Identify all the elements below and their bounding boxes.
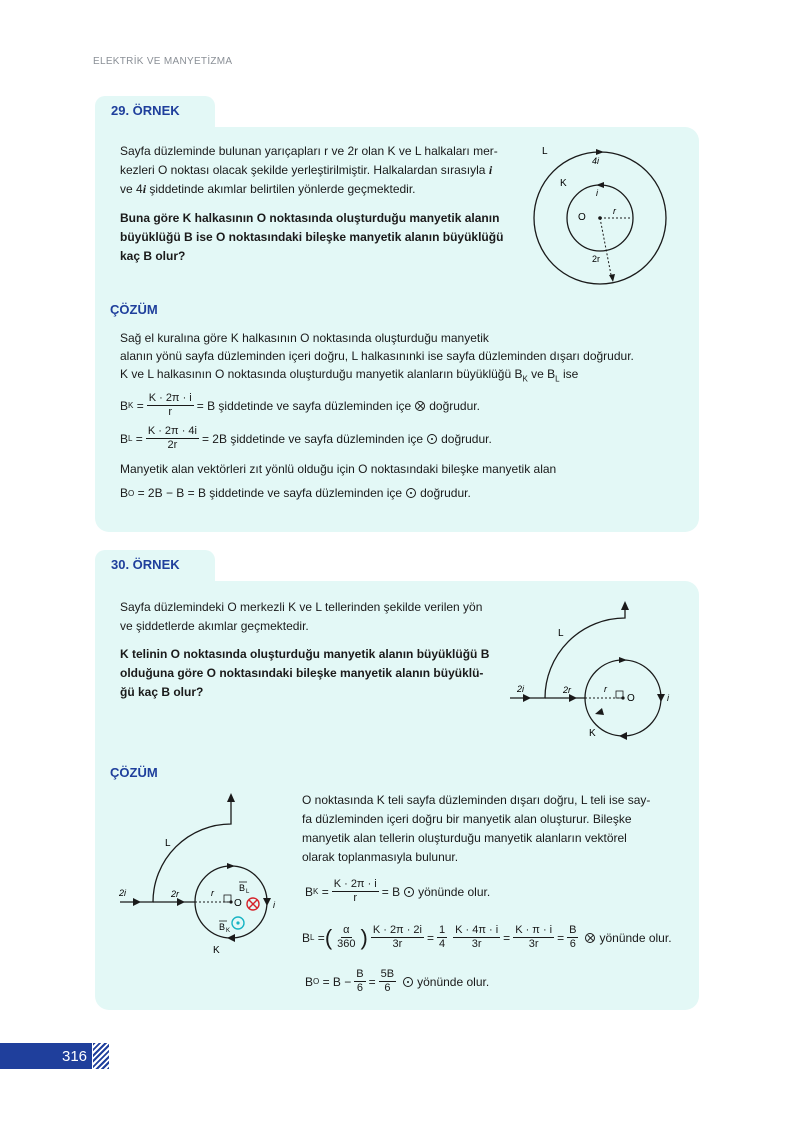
fig29-label-K: K — [560, 178, 567, 189]
eq-end: yönünde olur. — [599, 930, 672, 945]
numerator: K · 2π · i — [148, 392, 192, 404]
ex29-equation-BL: B L = $\frac{K \cdot 2\pi \cdot 4i}{2r}$ = 2B şiddetinde ve sayfa düzleminden içe doğrudur. — [120, 425, 492, 451]
fig30-label-L: L — [558, 628, 564, 639]
fraction-3 — [513, 924, 554, 951]
ex30-text-line-1: Sayfa düzlemindeki O merkezli K ve L tellerinden şekilde verilen yön — [120, 600, 483, 614]
ex29-text-3b: şiddetinde akımlar belirtilen yönlerde geçmektedir. — [146, 182, 416, 196]
wire-L-arrow-up — [621, 601, 629, 610]
eq-end: yönünde olur. — [417, 974, 490, 989]
eq-lhs: B — [305, 974, 314, 989]
numerator: B — [569, 924, 577, 936]
fig29-label-r: r — [613, 206, 616, 216]
eq-mid: = B − — [322, 974, 352, 989]
example-30-tab — [95, 550, 215, 584]
ex30-solution-heading: ÇÖZÜM — [110, 765, 158, 780]
example-30-title: 30. ÖRNEK — [111, 557, 180, 572]
out-of-page-icon — [406, 488, 416, 498]
section-header: ELEKTRİK VE MANYETİZMA — [93, 56, 233, 67]
example-29-tab — [95, 96, 215, 130]
fig30-label-2r: 2r — [563, 685, 572, 695]
eq-lhs: B — [302, 930, 311, 945]
numerator: 5B — [380, 968, 395, 980]
eq-rhs: = 2B − B = B şiddetinde ve sayfa düzleminden içe — [137, 486, 403, 500]
wire-L-arrow-left — [523, 694, 531, 702]
result-fraction — [567, 924, 578, 951]
ex29-solution-heading: ÇÖZÜM — [110, 302, 158, 317]
ex30-question-line-2: olduğuna göre O noktasındaki bileşke manyetik alanın büyüklü- — [120, 666, 484, 680]
ex30-wires-figure — [505, 598, 695, 743]
denominator: 3r — [528, 938, 539, 950]
fraction-1 — [371, 924, 424, 951]
numerator: B — [356, 968, 364, 980]
eq-end: doğrudur. — [429, 398, 480, 413]
ex29-question-line-1: Buna göre K halkasının O noktasında oluşturduğu manyetik alanın — [120, 211, 500, 225]
quarter-fraction — [437, 924, 447, 951]
eq-lhs-sub: K — [313, 887, 319, 896]
wire-K-arrow-5 — [619, 657, 627, 663]
center-point — [621, 696, 624, 699]
into-page-icon — [585, 933, 595, 943]
wire-K-arrow-1 — [569, 694, 577, 702]
denominator: 2r — [167, 439, 178, 451]
wire-K-arrow-1 — [177, 898, 185, 906]
out-of-page-icon — [403, 977, 413, 987]
numerator: K · 4π · i — [455, 924, 499, 936]
fig29-label-2r: 2r — [592, 254, 601, 264]
example-29-title: 29. ÖRNEK — [111, 103, 180, 118]
ex30-solution-figure — [115, 790, 295, 960]
ex29-current-i: i — [488, 163, 493, 177]
ex29-sol-line-3-main: K ve L halkasının O noktasında oluşturduğu manyetik alanların büyüklüğü B — [120, 367, 523, 381]
ex30-equation-BL: B L = ( $\frac{\alpha}{360}$ ) $\frac{K \cdot 2\pi \cdot 2i}{3r}$ = $\frac{1}{4}$ $\frac{K \cdot 4\pi \cdot i}{3r}$ = $\frac{K \cdot \pi \cdot i}{3r}$ = $\frac{B}{6}$ yönünde olur. — [302, 924, 672, 950]
denominator: 6 — [569, 938, 576, 950]
ex29-sub-K: K — [522, 374, 528, 384]
wire-L-arrow-up — [227, 793, 235, 802]
wire-K-arrow-3 — [227, 934, 235, 942]
numerator: K · 2π · i — [333, 878, 377, 890]
ex29-text-3a: ve 4 — [120, 182, 143, 196]
BK-dot — [236, 921, 239, 924]
numerator: K · 2π · 4i — [147, 425, 197, 437]
ex30-sol-line-4: olarak toplanmasıyla bulunur. — [302, 850, 459, 864]
page-number-hatch — [93, 1043, 109, 1069]
ex29-text-line-3 — [120, 180, 416, 199]
eq-lhs-sub: O — [128, 488, 135, 498]
numerator: 1 — [439, 924, 446, 936]
fig30s-label-L: L — [165, 838, 171, 849]
numerator: α — [343, 924, 350, 936]
ex29-rings-figure — [520, 140, 690, 290]
ex29-text-line-2 — [120, 161, 492, 180]
denominator: 6 — [356, 982, 364, 994]
eq-lhs-sub: L — [310, 933, 315, 942]
denominator: 6 — [384, 982, 391, 994]
fraction-1 — [354, 968, 365, 995]
wire-L — [510, 603, 625, 698]
ex30-sol-line-1: O noktasında K teli sayfa düzleminden dışarı doğru, L teli ise say- — [302, 793, 651, 807]
eq-end: yönünde olur. — [418, 884, 491, 899]
ex30-sol-line-3: manyetik alan tellerin oluşturduğu manyetik alanların vektörel — [302, 831, 627, 845]
eq-lhs-sub: O — [313, 977, 320, 986]
ex29-sol-line-3-end: ise — [559, 367, 579, 381]
fig29-label-4i: 4i — [592, 156, 600, 166]
fig30s-label-2i: 2i — [119, 888, 127, 898]
alpha-fraction — [335, 924, 357, 951]
eq-lhs-sub: K — [128, 401, 134, 410]
ex29-equation-BK: B K = $\frac{K \cdot 2\pi \cdot i}{r}$ = B şiddetinde ve sayfa düzleminden içe doğrudur. — [120, 392, 480, 418]
fig30-label-r: r — [604, 684, 607, 694]
ex29-question-line-2: büyüklüğü B ise O noktasındaki bileşke manyetik alanın büyüklüğü — [120, 230, 504, 244]
eq-end: doğrudur. — [420, 486, 471, 500]
eq-rhs: = B — [381, 884, 401, 899]
fig30s-label-O: O — [234, 898, 242, 909]
paren-close: ) — [360, 924, 368, 950]
fig30-label-2i: 2i — [517, 684, 525, 694]
fig30s-label-BL: B — [239, 883, 246, 893]
denominator: 360 — [337, 938, 356, 950]
wire-K-arrow-2 — [657, 694, 665, 702]
fig30s-label-BK: B — [219, 922, 226, 932]
ex29-text-line-2-main: kezleri O noktası olacak şekilde yerleştirilmiştir. Halkalardan sırasıyla — [120, 163, 486, 177]
eq-rhs: = 2B şiddetinde ve sayfa düzleminden içe — [201, 431, 424, 446]
paren-open: ( — [324, 924, 333, 950]
wire-L — [120, 795, 231, 902]
ex29-question-line-3: kaç B olur? — [120, 249, 186, 263]
ex30-equation-BK: B K = $\frac{K \cdot 2\pi \cdot i}{r}$ = B yönünde olur. — [305, 878, 491, 904]
radius-2r-arrow — [609, 274, 615, 282]
ex29-sol-line-3 — [120, 365, 578, 388]
fraction — [332, 878, 379, 905]
fraction — [147, 392, 194, 419]
fig30s-label-2r: 2r — [171, 889, 180, 899]
fig30-label-K: K — [589, 728, 596, 739]
ex30-equation-BO: B O = B − $\frac{B}{6}$ = $\frac{5B}{6}$ yönünde olur. — [305, 968, 490, 994]
fig30s-label-BL-sub: L — [246, 889, 250, 895]
ex29-equation-BO — [120, 486, 471, 500]
denominator: 4 — [439, 938, 446, 950]
fig30s-label-r: r — [211, 888, 214, 898]
fraction — [146, 425, 199, 452]
center-point — [229, 900, 232, 903]
wire-L-arrow-left — [133, 898, 141, 906]
ex29-current-4i: i — [142, 182, 147, 196]
fraction-2 — [453, 924, 500, 951]
ex30-text-line-2: ve şiddetlerde akımlar geçmektedir. — [120, 619, 309, 633]
fig29-label-O: O — [578, 212, 586, 223]
ex30-question-line-1: K telinin O noktasında oluşturduğu manyetik alanın büyüklüğü B — [120, 647, 490, 661]
fig30-label-i: i — [667, 693, 669, 703]
ex29-text-line-1: Sayfa düzleminde bulunan yarıçapları r ve 2r olan K ve L halkaları mer- — [120, 144, 498, 158]
eq-rhs: = B şiddetinde ve sayfa düzleminden içe — [196, 398, 412, 413]
fig29-label-i: i — [596, 188, 598, 198]
fraction-2 — [379, 968, 396, 995]
wire-K-arrow-5 — [227, 863, 235, 869]
eq-lhs: B — [120, 431, 129, 446]
wire-K-arrow-3 — [619, 732, 627, 740]
into-page-icon — [415, 401, 425, 411]
fig30s-label-BK-sub: K — [226, 928, 231, 934]
ex30-question-line-3: ğü kaç B olur? — [120, 685, 204, 699]
denominator: r — [168, 406, 173, 418]
denominator: 3r — [471, 938, 482, 950]
wire-K-arrow-2 — [263, 898, 271, 906]
fig30s-label-K: K — [213, 945, 220, 956]
eq-lhs: B — [120, 398, 129, 413]
fig30s-label-i: i — [273, 900, 275, 910]
ex30-sol-line-2: fa düzleminden içeri doğru bir manyetik alan oluşturur. Bileşke — [302, 812, 632, 826]
wire-K-arrow-4 — [595, 708, 604, 715]
ring-L-arrow — [596, 149, 604, 155]
ex29-sol-line-1: Sağ el kuralına göre K halkasının O noktasında oluşturduğu manyetik — [120, 331, 489, 345]
eq-end: doğrudur. — [441, 431, 492, 446]
denominator: r — [353, 892, 358, 904]
ex29-sub-L: L — [555, 374, 560, 384]
out-of-page-icon — [427, 434, 437, 444]
fig30-label-O: O — [627, 693, 635, 704]
denominator: 3r — [392, 938, 403, 950]
numerator: K · π · i — [515, 924, 553, 936]
fig29-label-L: L — [542, 146, 548, 157]
eq-lhs: B — [305, 884, 314, 899]
eq-lhs: B — [120, 486, 129, 500]
ex29-sol-line-2: alanın yönü sayfa düzleminden içeri doğru, L halkasınınki ise sayfa düzleminden dışarı doğrudur. — [120, 349, 634, 363]
ex29-sol-line-4: Manyetik alan vektörleri zıt yönlü olduğu için O noktasındaki bileşke manyetik alan — [120, 462, 557, 476]
numerator: K · 2π · 2i — [372, 924, 422, 936]
ex29-sol-line-3-ve: ve B — [527, 367, 556, 381]
eq-lhs-sub: L — [128, 434, 133, 443]
out-of-page-icon — [404, 887, 414, 897]
page-number: 316 — [62, 1048, 88, 1065]
